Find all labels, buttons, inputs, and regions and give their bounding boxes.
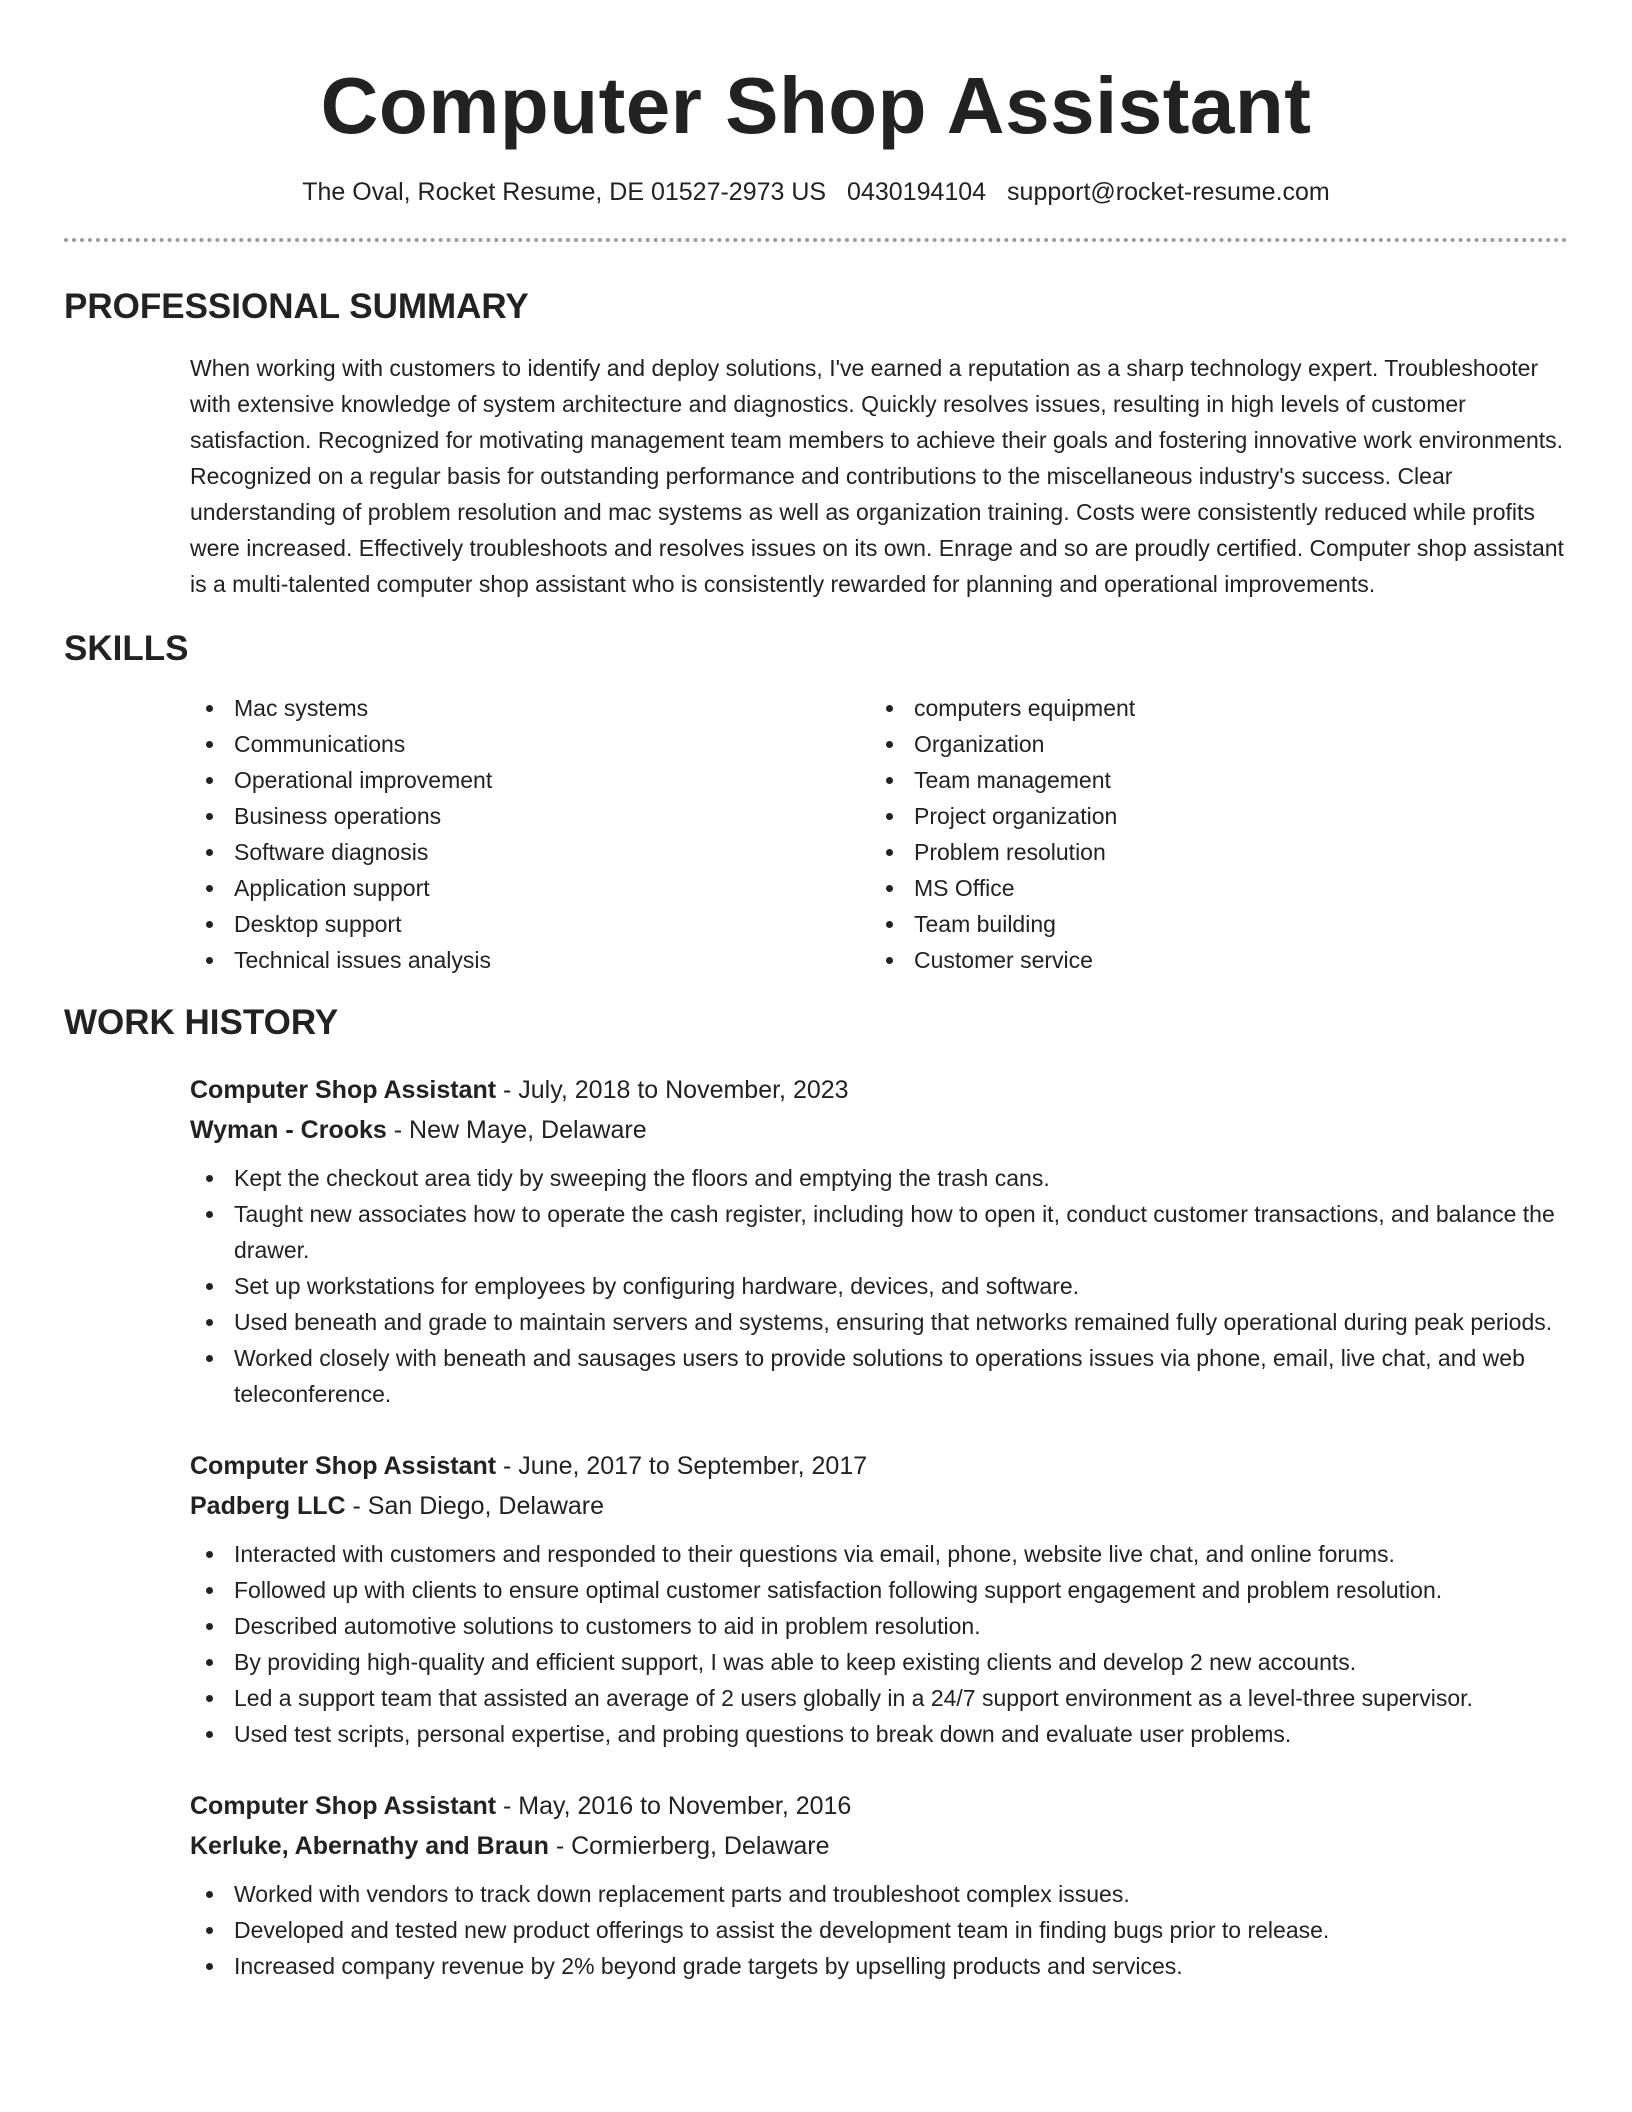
- job-entry: [190, 1446, 1568, 1752]
- job-bullet: Worked closely with beneath and sausages users to provide solutions to operations issues via phone, email, live chat, and web teleconference.: [190, 1340, 1568, 1412]
- skill-item: Software diagnosis: [190, 834, 870, 870]
- skill-item: Organization: [870, 726, 1550, 762]
- job-location: - Cormierberg, Delaware: [548, 1832, 830, 1860]
- job-bullet: Kept the checkout area tidy by sweeping the floors and emptying the trash cans.: [190, 1160, 1568, 1196]
- skill-item: Operational improvement: [190, 762, 870, 798]
- skill-item: Customer service: [870, 942, 1550, 978]
- job-title-line: [190, 1446, 1568, 1486]
- job-bullet: Taught new associates how to operate the cash register, including how to open it, conduct customer transactions, and balance the drawer.: [190, 1196, 1568, 1268]
- job-location: - San Diego, Delaware: [345, 1492, 605, 1520]
- job-title-line: [190, 1786, 1568, 1826]
- job-bullet: Used test scripts, personal expertise, and probing questions to break down and evaluate user problems.: [190, 1716, 1568, 1752]
- job-dates: - May, 2016 to November, 2016: [496, 1792, 852, 1820]
- summary-text: When working with customers to identify and deploy solutions, I've earned a reputation as a sharp technology expert. Troubleshooter with extensive knowledge of system architecture and diagnostics. Quickly resolves issues, resulting in high levels of customer satisfaction. Recognized for motivating management team members to achieve their goals and fostering innovative work environments. Recognized on a regular basis for outstanding performance and contributions to the miscellaneous industry's success. Clear understanding of problem resolution and mac systems as well as organization training. Costs were consistently reduced while profits were increased. Effectively troubleshoots and resolves issues on its own. Enrage and so are proudly certified. Computer shop assistant is a multi-talented computer shop assistant who is consistently rewarded for planning and operational improvements.: [190, 355, 1564, 597]
- contact-line: [64, 176, 1568, 208]
- job-entry: [190, 1070, 1568, 1412]
- skill-item: Application support: [190, 870, 870, 906]
- job-role: Computer Shop Assistant: [190, 1452, 497, 1480]
- job-location: - New Maye, Delaware: [386, 1116, 647, 1144]
- skill-item: Problem resolution: [870, 834, 1550, 870]
- skill-item: Team building: [870, 906, 1550, 942]
- job-bullets: [190, 1160, 1568, 1412]
- contact-address: The Oval, Rocket Resume, DE 01527-2973 US: [302, 178, 827, 206]
- skills-column-left: [190, 690, 870, 978]
- job-bullet: Used beneath and grade to maintain servers and systems, ensuring that networks remained fully operational during peak periods.: [190, 1304, 1568, 1340]
- job-company: Padberg LLC: [190, 1492, 346, 1520]
- job-company: Wyman - Crooks: [190, 1116, 387, 1144]
- job-bullet: Increased company revenue by 2% beyond grade targets by upselling products and services.: [190, 1948, 1568, 1984]
- job-role: Computer Shop Assistant: [190, 1076, 497, 1104]
- skill-item: Communications: [190, 726, 870, 762]
- job-title-line: [190, 1070, 1568, 1110]
- skill-item: Mac systems: [190, 690, 870, 726]
- job-dates: - July, 2018 to November, 2023: [496, 1076, 849, 1104]
- job-company-line: [190, 1826, 1568, 1866]
- skill-item: computers equipment: [870, 690, 1550, 726]
- skill-item: Desktop support: [190, 906, 870, 942]
- header-divider: [64, 238, 1568, 242]
- work-history-heading: WORK HISTORY: [64, 1003, 339, 1042]
- skill-item: MS Office: [870, 870, 1550, 906]
- job-bullet: Set up workstations for employees by configuring hardware, devices, and software.: [190, 1268, 1568, 1304]
- job-bullet: Interacted with customers and responded to their questions via email, phone, website live chat, and online forums.: [190, 1536, 1568, 1572]
- job-bullet: By providing high-quality and efficient support, I was able to keep existing clients and develop 2 new accounts.: [190, 1644, 1568, 1680]
- skill-item: Project organization: [870, 798, 1550, 834]
- contact-email: support@rocket-resume.com: [1007, 178, 1330, 206]
- summary-heading: PROFESSIONAL SUMMARY: [64, 287, 529, 326]
- skills-list: [64, 690, 1568, 978]
- job-bullet: Followed up with clients to ensure optimal customer satisfaction following support engagement and problem resolution.: [190, 1572, 1568, 1608]
- job-entry: [190, 1786, 1568, 1984]
- job-bullet: Led a support team that assisted an average of 2 users globally in a 24/7 support environment as a level-three supervisor.: [190, 1680, 1568, 1716]
- job-bullet: Developed and tested new product offerings to assist the development team in finding bugs prior to release.: [190, 1912, 1568, 1948]
- skills-column-right: [870, 690, 1550, 978]
- candidate-name: Computer Shop Assistant: [320, 61, 1312, 150]
- skills-heading: SKILLS: [64, 629, 189, 668]
- contact-phone: 0430194104: [847, 178, 987, 206]
- job-role: Computer Shop Assistant: [190, 1792, 497, 1820]
- job-company-line: [190, 1110, 1568, 1150]
- job-company-line: [190, 1486, 1568, 1526]
- job-dates: - June, 2017 to September, 2017: [496, 1452, 868, 1480]
- job-bullet: Worked with vendors to track down replacement parts and troubleshoot complex issues.: [190, 1876, 1568, 1912]
- job-bullets: [190, 1536, 1568, 1752]
- job-company: Kerluke, Abernathy and Braun: [190, 1832, 549, 1860]
- job-bullet: Described automotive solutions to customers to aid in problem resolution.: [190, 1608, 1568, 1644]
- job-bullets: [190, 1876, 1568, 1984]
- skill-item: Team management: [870, 762, 1550, 798]
- skill-item: Business operations: [190, 798, 870, 834]
- skill-item: Technical issues analysis: [190, 942, 870, 978]
